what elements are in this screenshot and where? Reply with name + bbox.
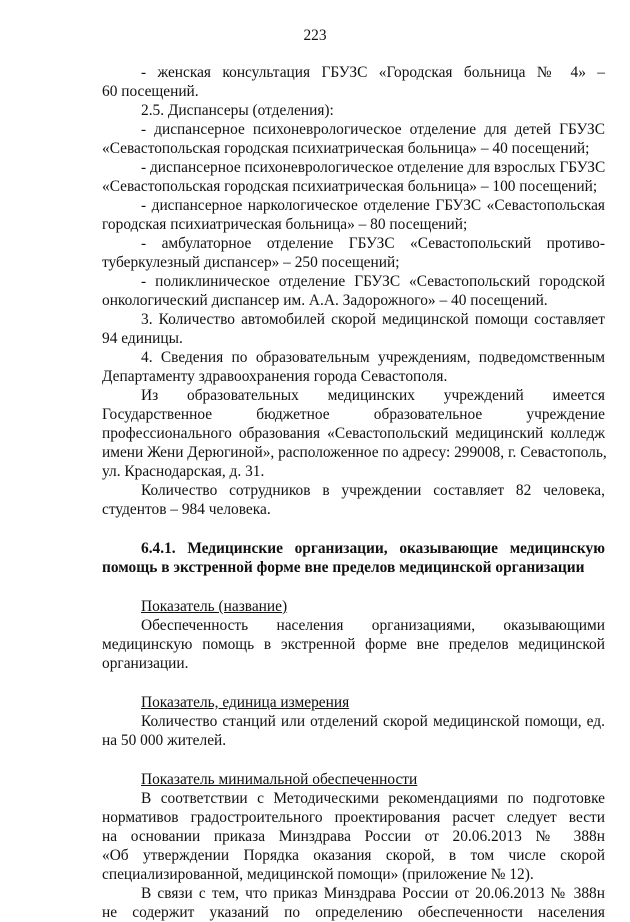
subheading: Показатель минимальной обеспеченности (141, 771, 418, 788)
text-line: нормативов градостроительного проектирования расчет следует вести (102, 809, 605, 826)
text-line: специализированной, медицинской помощи» (приложение № 12). (102, 866, 534, 883)
text-line: 3. Количество автомобилей скорой медицинской помощи составляет (141, 311, 605, 328)
text-line: - амбулаторное отделение ГБУЗС «Севастопольский противо- (141, 235, 605, 252)
text-line: 94 единицы. (102, 330, 183, 347)
page-number: 223 (303, 27, 327, 44)
text-line: Департаменту здравоохранения города Севастополя. (102, 368, 448, 385)
text-line: 2.5. Диспансеры (отделения): (141, 102, 334, 119)
text-line: 4. Сведения по образовательным учреждениям, подведомственным (141, 349, 605, 366)
text-line: «Севастопольская городская психиатрическая больница» – 40 посещений; (102, 140, 590, 157)
text-line: - диспансерное психоневрологическое отделение для детей ГБУЗС (141, 121, 605, 138)
text-line: - женская консультация ГБУЗС «Городская больница № 4» – (141, 64, 605, 81)
text-line: онкологический диспансер им. А.А. Задорожного» – 40 посещений. (102, 292, 548, 309)
text-line: Из образовательных медицинских учреждений имеется (141, 387, 605, 404)
text-line: - диспансерное психоневрологическое отделение для взрослых ГБУЗС (141, 159, 606, 176)
text-line: «Об утверждении Порядка оказания скорой, в том числе скорой (102, 847, 605, 864)
text-line: ул. Краснодарская, д. 31. (102, 463, 265, 480)
text-line: 60 посещений. (102, 83, 199, 100)
text-line: не содержит указаний по определению обеспеченности населения (102, 904, 605, 921)
subheading: Показатель, единица измерения (141, 694, 350, 711)
text-line: В связи с тем, что приказ Минздрава России от 20.06.2013 № 388н (141, 885, 605, 902)
text-line: В соответствии с Методическими рекомендациями по подготовке (141, 790, 605, 807)
text-line: на основании приказа Минздрава России от 20.06.2013 № 388н (102, 828, 605, 845)
section-heading: 6.4.1. Медицинские организации, оказывающие медицинскую (141, 540, 605, 557)
text-line: «Севастопольская городская психиатрическая больница» – 100 посещений; (102, 178, 598, 195)
text-line: туберкулезный диспансер» – 250 посещений; (102, 254, 400, 271)
text-line: - диспансерное наркологическое отделение ГБУЗС «Севастопольская (141, 197, 605, 214)
subheading: Показатель (название) (141, 598, 288, 615)
text-line: городская психиатрическая больница» – 80 посещений; (102, 216, 468, 233)
text-line: Государственное бюджетное образовательное учреждение (102, 406, 605, 423)
section-heading: помощь в экстренной форме вне пределов медицинской организации (102, 559, 585, 576)
text-line: Обеспеченность населения организациями, оказывающими (141, 617, 605, 634)
text-line: Количество сотрудников в учреждении составляет 82 человека, (141, 482, 605, 499)
text-line: Количество станций или отделений скорой медицинской помощи, ед. (141, 713, 605, 730)
text-line: - поликлиническое отделение ГБУЗС «Севастопольский городской (141, 273, 605, 290)
text-line: медицинскую помощь в экстренной форме вне пределов медицинской (102, 636, 605, 653)
text-line: организации. (102, 655, 189, 672)
text-line: профессионального образования «Севастопольский медицинский колледж (102, 425, 605, 442)
text-line: студентов – 984 человека. (102, 501, 271, 518)
text-line: на 50 000 жителей. (102, 732, 227, 749)
text-line: имени Жени Дерюгиной», расположенное по адресу: 299008, г. Севастополь, (102, 444, 607, 461)
